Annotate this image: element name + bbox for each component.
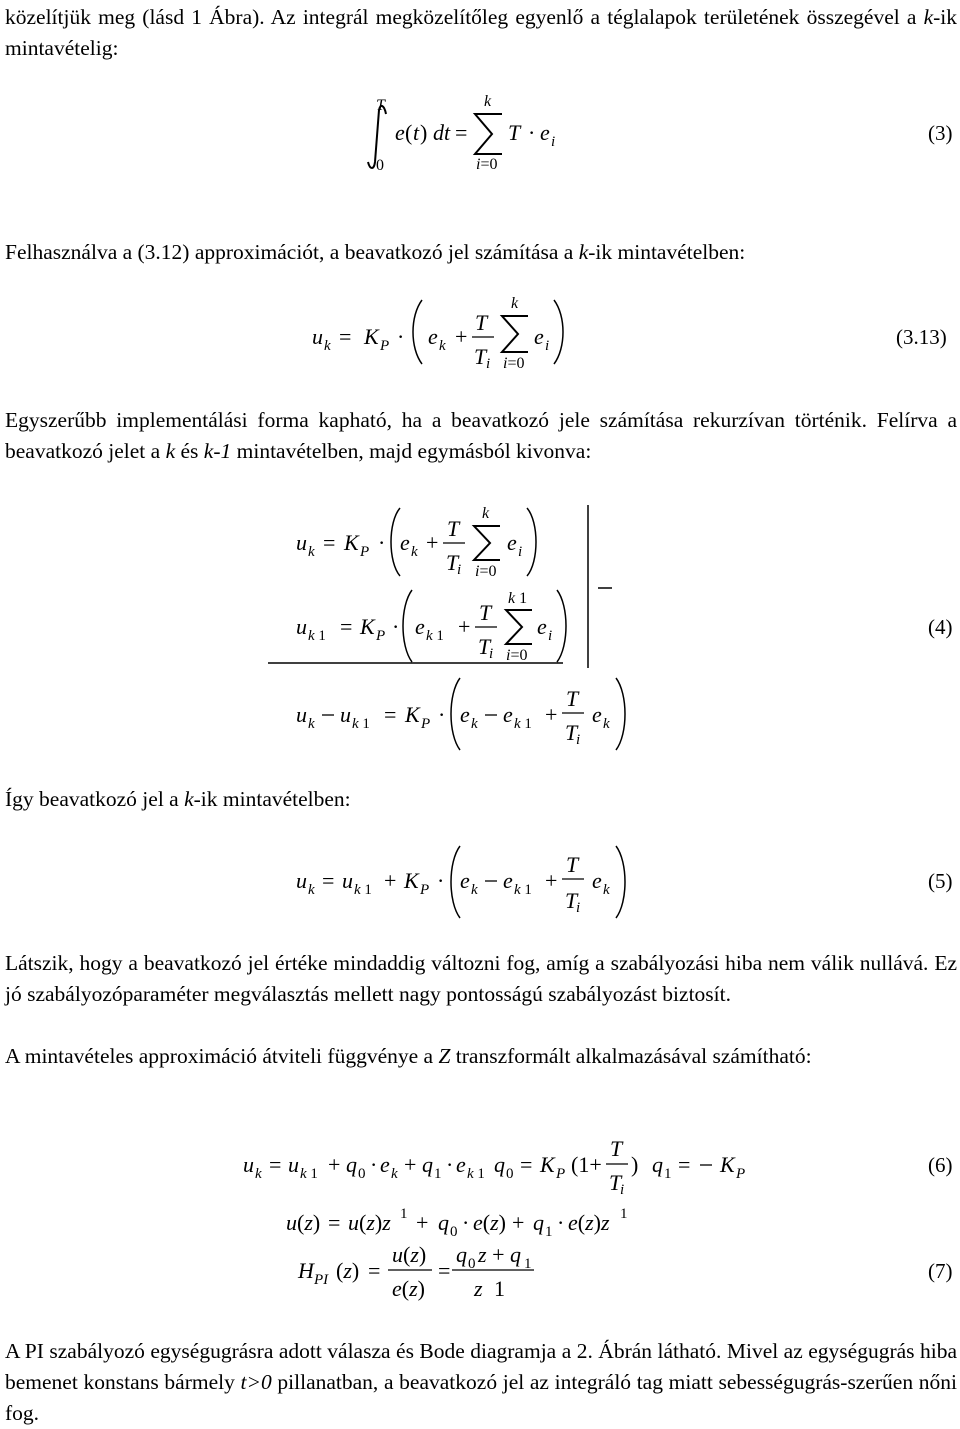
svg-text:+: + [416, 1210, 429, 1235]
svg-text:k 1: k 1 [508, 590, 528, 607]
svg-text:+: + [426, 530, 439, 555]
svg-text:k 1: k 1 [514, 716, 532, 732]
svg-text:e(z)z: e(z)z [568, 1210, 610, 1235]
svg-text:u: u [342, 868, 353, 893]
svg-text:1: 1 [524, 1256, 532, 1272]
svg-text:q: q [438, 1210, 449, 1235]
svg-text:K: K [344, 530, 359, 555]
svg-text:+: + [384, 868, 397, 893]
svg-text:e(z): e(z) [473, 1210, 506, 1235]
svg-text:i: i [545, 338, 550, 354]
svg-text:=: = [322, 868, 335, 893]
svg-text:+: + [512, 1210, 525, 1235]
svg-text:k: k [324, 338, 331, 354]
svg-text:T: T [566, 686, 579, 711]
eq4-number: (4) [928, 615, 953, 639]
svg-text:P: P [360, 544, 370, 560]
svg-text:e: e [540, 120, 550, 145]
svg-text:1: 1 [400, 1206, 408, 1222]
svg-text:i=0: i=0 [476, 156, 498, 173]
paragraph-7: A PI szabályozó egységugrásra adott válasza és Bode diagramja a 2. Ábrán látható. Mivel az egységugrás hiba bemenet konstans bármely t>0 pillanatban, a beavatkozó jel az integráló tag miatt sebességugrás-szerűen nőni fog. [5, 1339, 957, 1425]
svg-text:): ) [631, 1152, 639, 1177]
svg-text:H: H [298, 1258, 314, 1283]
svg-text:k: k [411, 544, 418, 560]
svg-text:i: i [518, 544, 523, 560]
svg-text:=: = [438, 1258, 451, 1283]
svg-text:0: 0 [358, 1166, 366, 1182]
svg-text:q: q [533, 1210, 544, 1235]
equation-3-13 [0, 292, 960, 372]
svg-text:K: K [540, 1152, 555, 1177]
svg-text:i: i [489, 646, 494, 662]
svg-text:T: T [475, 310, 488, 335]
svg-text:k: k [511, 295, 519, 312]
svg-text:e(z): e(z) [392, 1276, 425, 1301]
svg-text:e: e [503, 868, 513, 893]
equation-5 [0, 838, 960, 928]
svg-text:i: i [486, 356, 491, 372]
svg-text:e: e [537, 614, 547, 639]
svg-text:q: q [652, 1152, 663, 1177]
paragraph-2: Felhasználva a (3.12) approximációt, a beavatkozó jel számítása a k-ik mintavételben: [5, 240, 746, 264]
svg-text:·: · [437, 868, 445, 893]
svg-text:e: e [400, 530, 410, 555]
svg-text:q: q [456, 1242, 467, 1267]
svg-text:=: = [328, 1210, 341, 1235]
svg-text:k: k [603, 716, 610, 732]
svg-text:=: = [520, 1152, 533, 1177]
svg-text:e: e [460, 868, 470, 893]
paragraph-3: Egyszerűbb implementálási forma kapható, ha a beavatkozó jele számítása rekurzívan történik. Felírva a beavatkozó jelet a k és k-1 mintavételben, majd egymásból kivonva: [5, 408, 957, 463]
svg-text:K: K [364, 324, 379, 349]
svg-text:0: 0 [506, 1166, 514, 1182]
svg-text:T: T [376, 97, 385, 114]
eq7-number: (7) [928, 1259, 953, 1283]
svg-text:i: i [551, 134, 556, 150]
svg-text:=: = [339, 324, 352, 349]
svg-text:=: = [340, 614, 353, 639]
svg-text:P: P [556, 1166, 566, 1182]
svg-text:=: = [455, 120, 468, 145]
svg-text:u: u [243, 1152, 254, 1177]
svg-text:T: T [478, 634, 491, 659]
svg-text:u: u [312, 324, 323, 349]
svg-text:k 1: k 1 [352, 716, 370, 732]
svg-text:t: t [413, 120, 420, 145]
svg-text:i: i [548, 628, 553, 644]
svg-text:u: u [296, 702, 307, 727]
svg-text:e: e [592, 868, 602, 893]
svg-text:T: T [566, 852, 579, 877]
svg-text:k 1: k 1 [426, 628, 444, 644]
svg-text:i=0: i=0 [475, 563, 497, 580]
svg-text:+: + [328, 1152, 341, 1177]
svg-text:T: T [479, 600, 492, 625]
svg-text:k: k [471, 716, 478, 732]
svg-text:k: k [471, 882, 478, 898]
svg-text:q: q [346, 1152, 357, 1177]
svg-text:e: e [395, 120, 405, 145]
svg-text:+: + [455, 324, 468, 349]
svg-text:·: · [462, 1210, 470, 1235]
svg-text:T: T [565, 888, 578, 913]
svg-text:T: T [508, 120, 521, 145]
svg-text:u: u [296, 530, 307, 555]
svg-text:k: k [484, 93, 492, 110]
svg-text:z + q: z + q [478, 1242, 521, 1267]
svg-text:=: = [368, 1258, 381, 1283]
svg-text:i: i [620, 1182, 625, 1198]
svg-text:k 1: k 1 [514, 882, 532, 898]
svg-text:·: · [392, 614, 400, 639]
svg-text:k 1: k 1 [308, 628, 326, 644]
svg-text:dt: dt [433, 120, 451, 145]
svg-text:(1+: (1+ [571, 1152, 602, 1177]
svg-text:=: = [269, 1152, 282, 1177]
svg-text:i: i [576, 732, 581, 748]
svg-text:k 1: k 1 [300, 1166, 318, 1182]
svg-text:P: P [736, 1166, 746, 1182]
svg-text:e: e [415, 614, 425, 639]
svg-text:·: · [446, 1152, 454, 1177]
svg-text:=: = [678, 1152, 691, 1177]
svg-text:·: · [557, 1210, 565, 1235]
svg-text:T: T [447, 516, 460, 541]
svg-text:1: 1 [664, 1166, 672, 1182]
svg-text:e: e [456, 1152, 466, 1177]
paragraph-4: Így beavatkozó jel a k-ik mintavételben: [5, 787, 351, 811]
svg-text:PI: PI [314, 1272, 329, 1288]
svg-text:=: = [384, 702, 397, 727]
eq3-number: (3) [928, 121, 953, 145]
svg-text:k: k [308, 882, 315, 898]
eq313-number: (3.13) [896, 325, 947, 349]
svg-text:e: e [503, 702, 513, 727]
svg-text:k: k [255, 1166, 262, 1182]
svg-text:+: + [458, 614, 471, 639]
svg-text:k: k [439, 338, 446, 354]
paragraph-5: Látszik, hogy a beavatkozó jel értéke mindaddig változni fog, amíg a szabályozási hiba nem válik nullává. Ez jó szabályozóparaméter megválasztás mellett nagy pontosságú szabályozást biztosít. [5, 951, 957, 1006]
svg-text:u(z): u(z) [286, 1210, 321, 1235]
svg-text:K: K [404, 868, 419, 893]
svg-text:0: 0 [376, 157, 384, 174]
svg-text:u(z): u(z) [392, 1242, 427, 1267]
svg-text:T: T [609, 1170, 622, 1195]
svg-text:+: + [404, 1152, 417, 1177]
svg-text:e: e [460, 702, 470, 727]
svg-text:P: P [380, 338, 390, 354]
svg-text:0: 0 [468, 1256, 476, 1272]
svg-text:0: 0 [450, 1224, 458, 1240]
svg-text:P: P [420, 882, 430, 898]
svg-text:+: + [545, 702, 558, 727]
svg-text:=: = [323, 530, 336, 555]
svg-text:(: ( [405, 120, 413, 145]
svg-text:u: u [288, 1152, 299, 1177]
svg-text:q: q [422, 1152, 433, 1177]
svg-text:(z): (z) [336, 1258, 360, 1283]
svg-text:k: k [391, 1166, 398, 1182]
paragraph-6: A mintavételes approximáció átviteli függvénye a Z transzformált alkalmazásával számítható: [5, 1044, 812, 1068]
svg-text:1: 1 [545, 1224, 553, 1240]
svg-text:e: e [380, 1152, 390, 1177]
svg-text:u: u [296, 868, 307, 893]
svg-text:k 1: k 1 [467, 1166, 485, 1182]
equations-6-7 [0, 1128, 960, 1318]
svg-text:P: P [376, 628, 386, 644]
svg-text:P: P [421, 716, 431, 732]
svg-text:K: K [360, 614, 375, 639]
svg-text:z: z [474, 1276, 483, 1301]
svg-text:1: 1 [620, 1206, 628, 1222]
svg-text:·: · [397, 324, 405, 349]
svg-text:T: T [565, 720, 578, 745]
svg-text:k: k [482, 505, 490, 522]
svg-text:): ) [420, 120, 428, 145]
svg-text:·: · [528, 120, 536, 145]
svg-text:e: e [428, 324, 438, 349]
svg-text:e: e [592, 702, 602, 727]
svg-text:·: · [438, 702, 446, 727]
svg-text:K: K [405, 702, 420, 727]
svg-text:i: i [457, 562, 462, 578]
eq6-number: (6) [928, 1153, 953, 1177]
eq5-number: (5) [928, 869, 953, 893]
svg-text:u: u [340, 702, 351, 727]
svg-text:e: e [534, 324, 544, 349]
svg-text:+: + [545, 868, 558, 893]
svg-text:k: k [603, 882, 610, 898]
svg-text:i=0: i=0 [506, 647, 528, 664]
equation-4 [0, 500, 960, 760]
svg-text:u: u [296, 614, 307, 639]
paragraph-1: közelítjük meg (lásd 1 Ábra). Az integrál megközelítőleg egyenlő a téglalapok területének összegével a k-ik mintavételig: [5, 5, 957, 60]
equation-3 [0, 90, 960, 180]
svg-text:k 1: k 1 [354, 882, 372, 898]
svg-text:k: k [308, 544, 315, 560]
svg-text:T: T [474, 344, 487, 369]
svg-text:1: 1 [434, 1166, 442, 1182]
svg-text:e: e [507, 530, 517, 555]
svg-text:T: T [446, 550, 459, 575]
svg-text:i: i [576, 900, 581, 916]
svg-text:i=0: i=0 [503, 355, 525, 372]
svg-text:k: k [308, 716, 315, 732]
svg-text:·: · [378, 530, 386, 555]
svg-text:1: 1 [494, 1276, 505, 1301]
svg-text:·: · [370, 1152, 378, 1177]
svg-text:q: q [494, 1152, 505, 1177]
svg-text:T: T [610, 1136, 623, 1161]
svg-text:K: K [720, 1152, 735, 1177]
svg-text:u(z)z: u(z)z [348, 1210, 391, 1235]
